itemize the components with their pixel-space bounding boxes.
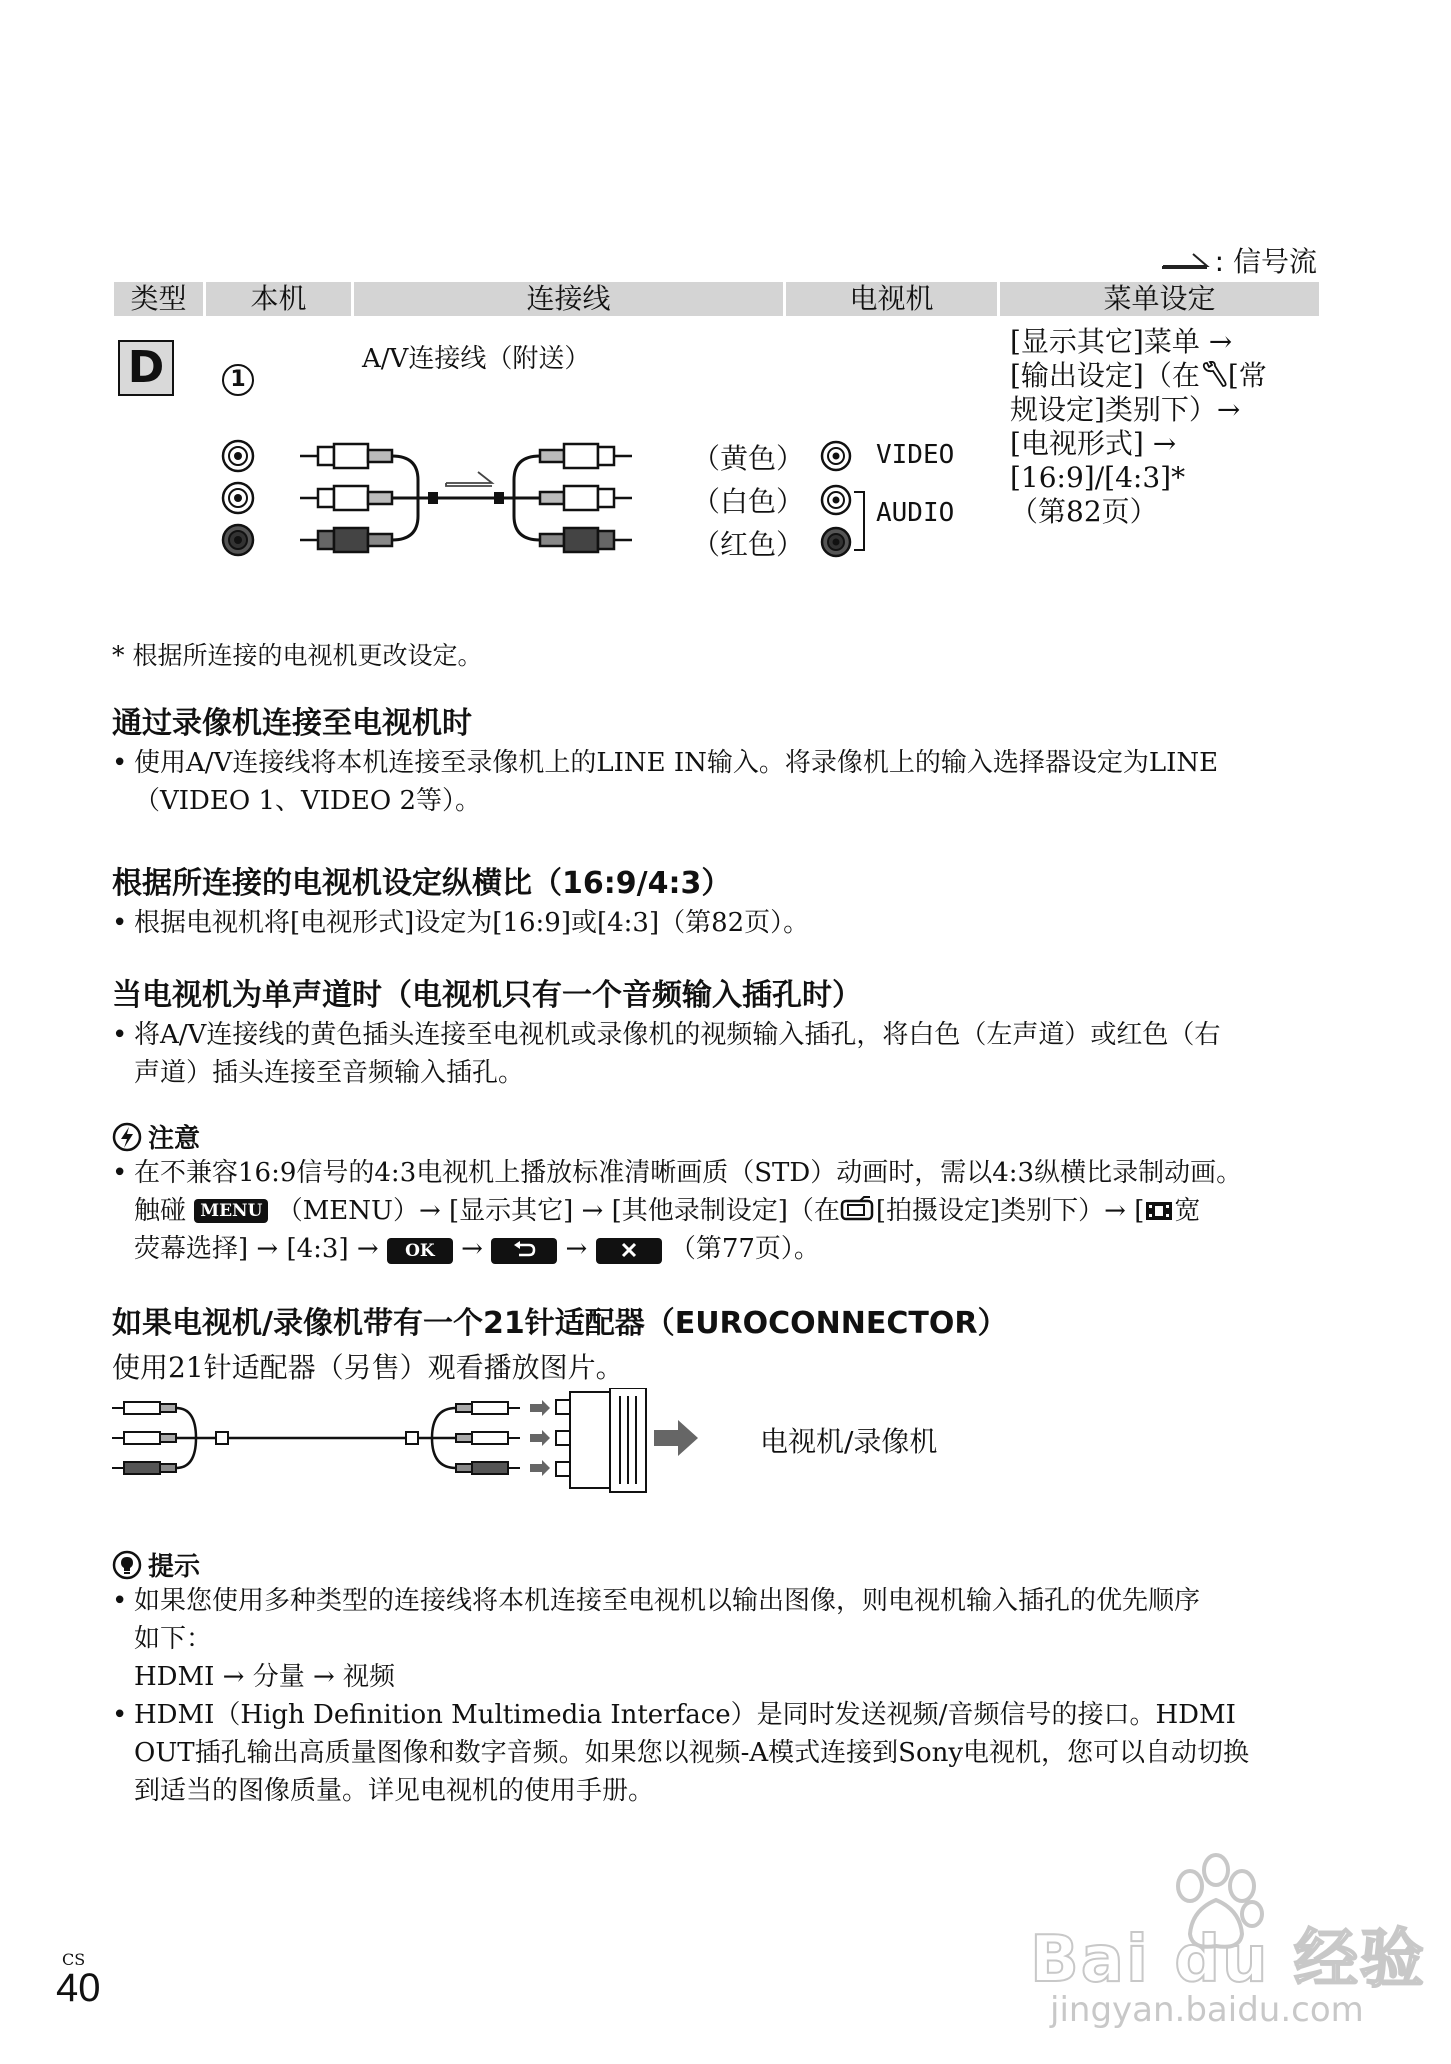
euro-subtitle: 使用21针适配器（另售）观看播放图片。 [112,1351,624,1384]
tv-jacks [818,438,878,564]
color-label-yellow: （黄色） [692,442,805,475]
header-device: 本机 [206,282,354,316]
section-body-aspect [112,904,1322,942]
menu-line-5: [16:9]/[4:3]* [1010,461,1186,494]
note-line-1: • 在不兼容16:9信号的4:3电视机上播放标准清晰画质（STD）动画时，需以4:3纵横比录制动画。 [112,1154,1327,1192]
tv-audio-label: AUDIO [876,498,955,528]
vcr-bullet-cont: （VIDEO 1、VIDEO 2等）。 [134,786,481,816]
type-letter: D [127,342,165,393]
watermark-url: jingyan.baidu.com [1050,1990,1364,2030]
note-line-2: 触碰 MENU （MENU）→ [显示其它] → [其他录制设定]（在 [拍摄设定]类别下）→ [ 宽 [134,1196,1201,1226]
section-title-mono: 当电视机为单声道时（电视机只有一个音频输入插孔时） [112,978,862,1013]
tips-bullet-1-l3: HDMI → 分量 → 视频 [134,1662,396,1692]
aspect-bullet-1: • 根据电视机将[电视形式]设定为[16:9]或[4:3]（第82页）。 [112,904,1322,942]
wrench-icon [1200,361,1228,389]
cable-signal-arrow-icon [446,472,492,486]
tips-bullet-2-l2: OUT插孔输出高质量图像和数字音频。如果您以视频-A模式连接到Sony电视机，您可以自动切换 [134,1738,1250,1768]
tv-jack-video-icon [822,442,850,470]
menu-line-1: [显示其它]菜单 → [1010,325,1233,358]
tips-body [112,1582,1327,1810]
header-tv: 电视机 [786,282,1000,316]
mono-bullet-cont: 声道）插头连接至音频输入插孔。 [134,1058,525,1088]
tv-jack-audio-l-icon [822,486,850,514]
menu-line-6: （第82页） [1010,495,1158,528]
jack-white-icon [223,483,253,513]
camera-icon [840,1195,876,1223]
return-button[interactable] [491,1238,557,1264]
circled-number: 1 [222,364,254,396]
left-plug-yellow [300,444,392,468]
right-plug-yellow [540,444,632,468]
tip-bulb-icon [112,1550,142,1580]
table-header [114,282,1319,316]
section-title-vcr: 通过录像机连接至电视机时 [112,706,472,741]
signal-arrow-icon [1161,249,1211,271]
menu-line-4: [电视形式] → [1010,427,1177,460]
close-icon [620,1241,638,1259]
note-line-3: 荧幕选择] → [4:3] → OK → → （第77页）。 [134,1234,820,1264]
signal-flow-legend [1161,240,1317,280]
euro-left-plugs [112,1402,176,1474]
vcr-bullet-1: • 使用A/V连接线将本机连接至录像机上的LINE IN输入。将录像机上的输入选择器设定为LINE [112,744,1322,782]
section-title-aspect: 根据所连接的电视机设定纵横比（16:9/4:3） [112,866,732,901]
caution-icon [112,1122,142,1152]
color-label-white: （白色） [692,485,805,518]
menu-button[interactable]: MENU [194,1199,268,1223]
page-lang: CS [62,1950,86,1969]
tips-title: 提示 [148,1552,201,1582]
section-body-mono [112,1016,1322,1092]
jack-yellow-icon [223,441,253,471]
section-body-vcr [112,744,1322,820]
section-title-euro: 如果电视机/录像机带有一个21针适配器（EUROCONNECTOR） [112,1306,1008,1341]
left-plug-white [300,486,392,510]
jack-red-icon [223,525,253,555]
color-label-red: （红色） [692,528,805,561]
type-d-box [118,340,174,396]
film-icon [1144,1199,1174,1223]
close-button[interactable] [596,1238,662,1264]
note-title: 注意 [148,1124,201,1154]
tips-bullet-1-l2: 如下： [134,1624,213,1654]
menu-line-3: 规设定]类别下）→ [1010,393,1241,426]
ok-button[interactable]: OK [387,1238,453,1264]
right-plug-red [540,528,632,552]
tips-bullet-1: • 如果您使用多种类型的连接线将本机连接至电视机以输出图像，则电视机输入插孔的优先顺序 [112,1582,1327,1620]
tv-jack-audio-r-icon [822,528,850,556]
return-icon [511,1241,537,1259]
page-number: 40 [56,1966,101,2010]
tips-bullet-2: • HDMI（High Definition Multimedia Interface）是同时发送视频/音频信号的接口。HDMI [112,1696,1327,1734]
header-cable: 连接线 [354,282,786,316]
signal-flow-label: : 信号流 [1214,245,1317,278]
cable-label: A/V连接线（附送） [362,344,591,374]
menu-line-2: [输出设定]（在 [常 [1010,359,1267,392]
av-cable-diagram [300,430,660,566]
audio-bracket [854,492,864,550]
euroconnector-diagram [112,1388,772,1498]
watermark-brand: Bai du 经验 [1030,1923,1426,1997]
left-plug-red [300,528,392,552]
note-body [112,1154,1327,1268]
right-plug-white [540,486,632,510]
header-menu: 菜单设定 [1103,282,1216,315]
euro-target-label: 电视机/录像机 [760,1425,938,1458]
device-jacks [218,438,258,558]
euro-right-plugs [456,1402,520,1474]
tips-bullet-2-l3: 到适当的图像质量。详见电视机的使用手册。 [134,1776,655,1806]
scart-adapter-icon [556,1388,646,1492]
tv-video-label: VIDEO [876,440,955,470]
table-footnote: * 根据所连接的电视机更改设定。 [112,641,483,670]
header-type: 类型 [114,282,206,316]
mono-bullet-1: • 将A/V连接线的黄色插头连接至电视机或录像机的视频输入插孔，将白色（左声道）或红色（右 [112,1016,1322,1054]
tips-heading [112,1546,200,1583]
note-heading [112,1118,200,1155]
menu-setting [1010,325,1320,529]
